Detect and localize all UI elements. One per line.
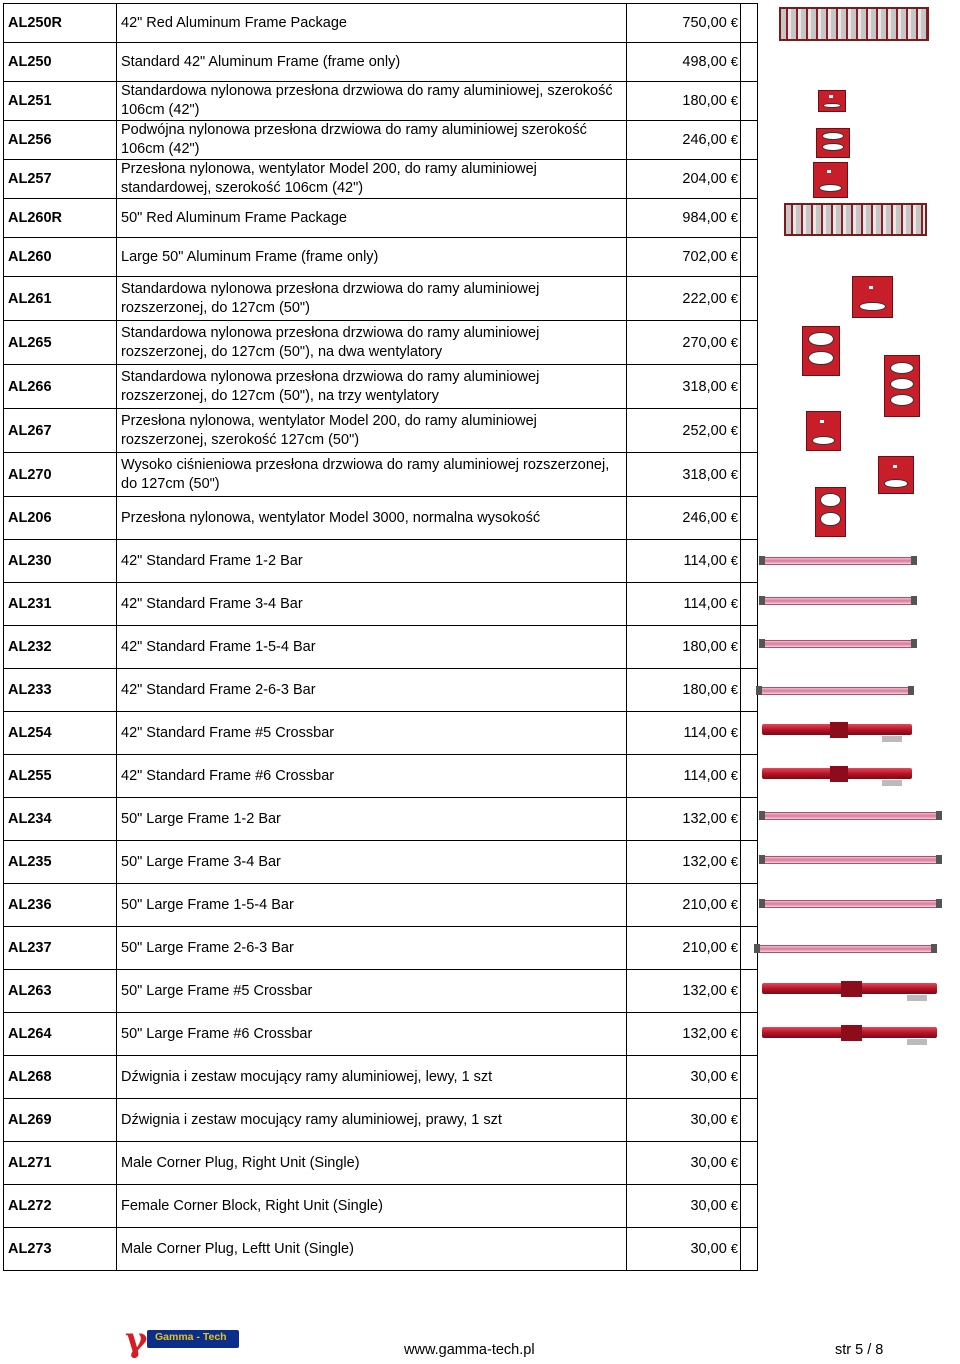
product-price: 318,00 <box>682 378 727 395</box>
currency-symbol: € <box>730 1198 738 1213</box>
product-price: 114,00 <box>683 725 727 741</box>
table-row <box>4 121 758 160</box>
table-row <box>4 669 758 712</box>
table-row <box>4 409 758 453</box>
table-row <box>4 497 758 540</box>
product-price: 702,00 <box>682 249 727 265</box>
currency-symbol: € <box>730 1112 738 1127</box>
table-row <box>4 4 758 43</box>
currency-symbol: € <box>730 897 738 912</box>
product-price-cell <box>627 841 741 884</box>
currency-symbol: € <box>730 132 738 147</box>
product-price: 30,00 <box>690 1112 727 1128</box>
spacer-cell <box>741 121 758 160</box>
spacer-cell <box>741 365 758 409</box>
product-price-cell <box>627 365 741 409</box>
triple-shutter-image <box>884 355 920 417</box>
table-row <box>4 712 758 755</box>
spacer-cell <box>741 4 758 43</box>
product-description: 42" Red Aluminum Frame Package <box>117 4 627 43</box>
currency-symbol: € <box>730 15 738 30</box>
product-price: 114,00 <box>683 596 727 612</box>
spacer-cell <box>741 970 758 1013</box>
table-row <box>4 583 758 626</box>
product-code: AL255 <box>4 755 117 798</box>
currency-symbol: € <box>730 510 738 525</box>
currency-symbol: € <box>730 93 738 108</box>
product-description: Przesłona nylonowa, wentylator Model 200, do ramy aluminiowej rozszerzonej, szerokość 127cm (50") <box>117 409 627 453</box>
product-price: 750,00 <box>682 15 727 31</box>
product-price: 210,00 <box>682 897 727 913</box>
product-price: 246,00 <box>682 510 727 526</box>
currency-symbol: € <box>730 54 738 69</box>
spacer-cell <box>741 238 758 277</box>
product-price-cell <box>627 540 741 583</box>
gamma-symbol-icon: γ <box>125 1320 148 1360</box>
model-3000-shutter-image <box>815 487 846 537</box>
product-price-cell <box>627 82 741 121</box>
table-row <box>4 453 758 497</box>
product-code: AL260R <box>4 199 117 238</box>
spacer-cell <box>741 1099 758 1142</box>
spacer-cell <box>741 199 758 238</box>
product-price-cell <box>627 712 741 755</box>
product-price-cell <box>627 453 741 497</box>
currency-symbol: € <box>730 1241 738 1256</box>
spacer-cell <box>741 1013 758 1056</box>
table-row <box>4 160 758 199</box>
product-price-cell <box>627 1228 741 1271</box>
product-code: AL234 <box>4 798 117 841</box>
fan-shutter-image <box>806 411 841 451</box>
currency-symbol: € <box>730 466 738 482</box>
product-price: 984,00 <box>682 210 727 226</box>
crossbar-image <box>762 1027 937 1038</box>
product-description: 42" Standard Frame 3-4 Bar <box>117 583 627 626</box>
crossbar-image <box>762 983 937 994</box>
table-row <box>4 321 758 365</box>
currency-symbol: € <box>730 682 738 697</box>
table-row <box>4 1142 758 1185</box>
product-price-cell <box>627 1099 741 1142</box>
product-price-cell <box>627 277 741 321</box>
product-description: 50" Large Frame 2-6-3 Bar <box>117 927 627 970</box>
product-code: AL261 <box>4 277 117 321</box>
product-description: Female Corner Block, Right Unit (Single) <box>117 1185 627 1228</box>
product-price: 132,00 <box>682 811 727 827</box>
bar-image <box>763 557 913 565</box>
product-price: 30,00 <box>690 1069 727 1085</box>
currency-symbol: € <box>730 1026 738 1041</box>
product-code: AL230 <box>4 540 117 583</box>
product-code: AL271 <box>4 1142 117 1185</box>
product-price: 30,00 <box>690 1155 727 1171</box>
spacer-cell <box>741 1142 758 1185</box>
product-price: 114,00 <box>683 768 727 784</box>
shutter-image <box>818 90 846 112</box>
currency-symbol: € <box>730 1155 738 1170</box>
product-description: Standardowa nylonowa przesłona drzwiowa do ramy aluminiowej, szerokość 106cm (42") <box>117 82 627 121</box>
product-price-cell <box>627 669 741 712</box>
product-price-cell <box>627 497 741 540</box>
high-pressure-shutter-image <box>878 456 914 494</box>
product-price: 114,00 <box>683 553 727 569</box>
product-price-cell <box>627 238 741 277</box>
product-description: 50" Large Frame 1-5-4 Bar <box>117 884 627 927</box>
currency-symbol: € <box>730 811 738 826</box>
product-description: 50" Large Frame 3-4 Bar <box>117 841 627 884</box>
product-description: Wysoko ciśnieniowa przesłona drzwiowa do ramy aluminiowej rozszerzonej, do 127cm (50") <box>117 453 627 497</box>
currency-symbol: € <box>730 553 738 568</box>
product-price-cell <box>627 1185 741 1228</box>
product-price-cell <box>627 755 741 798</box>
spacer-cell <box>741 884 758 927</box>
spacer-cell <box>741 1228 758 1271</box>
product-price-cell <box>627 43 741 82</box>
product-description: Dźwignia i zestaw mocujący ramy aluminiowej, lewy, 1 szt <box>117 1056 627 1099</box>
bar-image <box>763 812 938 820</box>
spacer-cell <box>741 669 758 712</box>
product-price: 30,00 <box>690 1241 727 1257</box>
spacer-cell <box>741 712 758 755</box>
currency-symbol: € <box>730 725 738 740</box>
table-row <box>4 626 758 669</box>
table-row <box>4 798 758 841</box>
product-description: Standard 42" Aluminum Frame (frame only) <box>117 43 627 82</box>
table-row <box>4 1185 758 1228</box>
product-price-cell <box>627 1013 741 1056</box>
product-code: AL206 <box>4 497 117 540</box>
table-row <box>4 1013 758 1056</box>
product-code: AL235 <box>4 841 117 884</box>
shutter-image <box>852 276 893 318</box>
spacer-cell <box>741 798 758 841</box>
product-description: Male Corner Plug, Right Unit (Single) <box>117 1142 627 1185</box>
product-code: AL273 <box>4 1228 117 1271</box>
product-price-cell <box>627 583 741 626</box>
product-price: 180,00 <box>682 639 727 655</box>
product-code: AL263 <box>4 970 117 1013</box>
table-row <box>4 1056 758 1099</box>
product-price: 132,00 <box>682 854 727 870</box>
footer-page-number: str 5 / 8 <box>835 1342 884 1358</box>
product-description: Standardowa nylonowa przesłona drzwiowa do ramy aluminiowej rozszerzonej, do 127cm (50") <box>117 277 627 321</box>
spacer-cell <box>741 409 758 453</box>
product-code: AL270 <box>4 453 117 497</box>
spacer-cell <box>741 583 758 626</box>
footer-url[interactable]: www.gamma-tech.pl <box>404 1342 535 1358</box>
product-description: 42" Standard Frame 1-2 Bar <box>117 540 627 583</box>
table-row <box>4 43 758 82</box>
product-code: AL250 <box>4 43 117 82</box>
product-price-cell <box>627 1142 741 1185</box>
product-price: 498,00 <box>682 54 727 70</box>
spacer-cell <box>741 841 758 884</box>
product-description: Standardowa nylonowa przesłona drzwiowa do ramy aluminiowej rozszerzonej, do 127cm (50"), na trzy wentylatory <box>117 365 627 409</box>
product-price: 246,00 <box>682 132 727 148</box>
product-code: AL236 <box>4 884 117 927</box>
spacer-cell <box>741 277 758 321</box>
product-code: AL250R <box>4 4 117 43</box>
product-price: 132,00 <box>682 983 727 999</box>
product-price: 210,00 <box>682 940 727 956</box>
table-row <box>4 927 758 970</box>
table-row <box>4 199 758 238</box>
currency-symbol: € <box>730 378 738 394</box>
product-price-cell <box>627 1056 741 1099</box>
spacer-cell <box>741 1185 758 1228</box>
bar-image <box>758 945 933 953</box>
product-price: 318,00 <box>682 466 727 483</box>
table-row <box>4 277 758 321</box>
product-description: 42" Standard Frame #5 Crossbar <box>117 712 627 755</box>
table-row <box>4 82 758 121</box>
currency-symbol: € <box>730 422 738 438</box>
product-description: Przesłona nylonowa, wentylator Model 200, do ramy aluminiowej standardowej, szerokość 106cm (42") <box>117 160 627 199</box>
product-price-cell <box>627 970 741 1013</box>
currency-symbol: € <box>730 854 738 869</box>
product-code: AL267 <box>4 409 117 453</box>
product-description: Przesłona nylonowa, wentylator Model 3000, normalna wysokość <box>117 497 627 540</box>
product-code: AL231 <box>4 583 117 626</box>
spacer-cell <box>741 626 758 669</box>
product-price-cell <box>627 409 741 453</box>
table-row <box>4 1228 758 1271</box>
product-price: 270,00 <box>682 334 727 351</box>
double-shutter-image <box>816 128 850 158</box>
product-description: 42" Standard Frame #6 Crossbar <box>117 755 627 798</box>
table-row <box>4 841 758 884</box>
currency-symbol: € <box>730 940 738 955</box>
gamma-tech-logo <box>125 1320 245 1360</box>
product-price-cell <box>627 4 741 43</box>
product-price-cell <box>627 321 741 365</box>
product-code: AL260 <box>4 238 117 277</box>
spacer-cell <box>741 453 758 497</box>
spacer-cell <box>741 755 758 798</box>
product-description: 50" Large Frame #6 Crossbar <box>117 1013 627 1056</box>
product-code: AL266 <box>4 365 117 409</box>
product-description: 42" Standard Frame 2-6-3 Bar <box>117 669 627 712</box>
bar-image <box>760 687 910 695</box>
product-description: 50" Large Frame 1-2 Bar <box>117 798 627 841</box>
product-description: Podwójna nylonowa przesłona drzwiowa do ramy aluminiowej szerokość 106cm (42") <box>117 121 627 160</box>
currency-symbol: € <box>730 1069 738 1084</box>
price-list-body <box>4 4 758 1271</box>
product-code: AL233 <box>4 669 117 712</box>
product-price-cell <box>627 927 741 970</box>
product-price: 132,00 <box>682 1026 727 1042</box>
spacer-cell <box>741 321 758 365</box>
product-description: Large 50" Aluminum Frame (frame only) <box>117 238 627 277</box>
product-price-cell <box>627 121 741 160</box>
bar-image <box>763 640 913 648</box>
spacer-cell <box>741 497 758 540</box>
table-row <box>4 1099 758 1142</box>
spacer-cell <box>741 43 758 82</box>
product-description: 42" Standard Frame 1-5-4 Bar <box>117 626 627 669</box>
table-row <box>4 970 758 1013</box>
frame-package-image <box>784 203 927 236</box>
product-code: AL265 <box>4 321 117 365</box>
crossbar-image <box>762 768 912 779</box>
currency-symbol: € <box>730 768 738 783</box>
product-price-cell <box>627 199 741 238</box>
product-price-cell <box>627 626 741 669</box>
crossbar-image <box>762 724 912 735</box>
product-price-cell <box>627 160 741 199</box>
currency-symbol: € <box>730 639 738 654</box>
product-description: 50" Red Aluminum Frame Package <box>117 199 627 238</box>
currency-symbol: € <box>730 249 738 264</box>
currency-symbol: € <box>730 334 738 350</box>
fan-shutter-image <box>813 162 848 198</box>
bar-image <box>763 597 913 605</box>
product-code: AL251 <box>4 82 117 121</box>
bar-image <box>763 900 938 908</box>
product-description: 50" Large Frame #5 Crossbar <box>117 970 627 1013</box>
table-row <box>4 755 758 798</box>
product-code: AL272 <box>4 1185 117 1228</box>
frame-package-image <box>779 7 929 41</box>
double-shutter-image <box>802 326 840 376</box>
spacer-cell <box>741 160 758 199</box>
product-price: 180,00 <box>682 93 727 109</box>
product-code: AL237 <box>4 927 117 970</box>
currency-symbol: € <box>730 290 738 306</box>
product-price-cell <box>627 884 741 927</box>
product-code: AL264 <box>4 1013 117 1056</box>
product-price: 252,00 <box>682 422 727 439</box>
table-row <box>4 540 758 583</box>
product-price-cell <box>627 798 741 841</box>
product-code: AL256 <box>4 121 117 160</box>
product-price: 204,00 <box>682 171 727 187</box>
product-code: AL232 <box>4 626 117 669</box>
product-description: Male Corner Plug, Leftt Unit (Single) <box>117 1228 627 1271</box>
table-row <box>4 365 758 409</box>
currency-symbol: € <box>730 210 738 225</box>
currency-symbol: € <box>730 983 738 998</box>
product-code: AL269 <box>4 1099 117 1142</box>
spacer-cell <box>741 82 758 121</box>
price-list-table <box>3 3 758 1271</box>
product-code: AL254 <box>4 712 117 755</box>
bar-image <box>763 856 938 864</box>
product-price: 30,00 <box>690 1198 727 1214</box>
currency-symbol: € <box>730 596 738 611</box>
table-row <box>4 238 758 277</box>
product-description: Standardowa nylonowa przesłona drzwiowa do ramy aluminiowej rozszerzonej, do 127cm (50"), na dwa wentylatory <box>117 321 627 365</box>
product-description: Dźwignia i zestaw mocujący ramy aluminiowej, prawy, 1 szt <box>117 1099 627 1142</box>
product-code: AL257 <box>4 160 117 199</box>
product-price: 180,00 <box>682 682 727 698</box>
table-row <box>4 884 758 927</box>
product-price: 222,00 <box>682 290 727 307</box>
currency-symbol: € <box>730 171 738 186</box>
product-code: AL268 <box>4 1056 117 1099</box>
logo-brand-text: Gamma - Tech <box>155 1331 227 1343</box>
spacer-cell <box>741 1056 758 1099</box>
spacer-cell <box>741 540 758 583</box>
